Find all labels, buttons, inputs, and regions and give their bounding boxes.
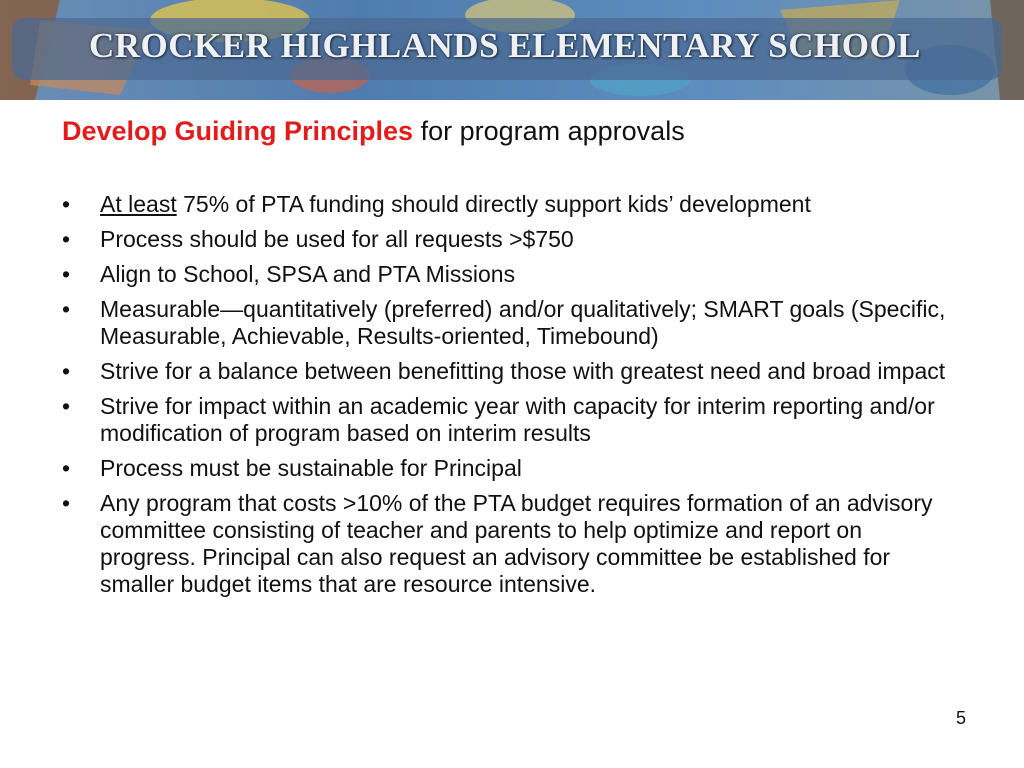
list-item (62, 393, 962, 447)
bullet-glyph: • (62, 191, 71, 217)
title-rest: for program approvals (413, 116, 685, 146)
list-item (62, 191, 962, 218)
title-emphasis: Develop Guiding Principles (62, 116, 414, 146)
bullet-glyph: • (62, 296, 71, 322)
bullet-text: Process should be used for all requests >$750 (100, 226, 574, 252)
page-number: 5 (955, 708, 966, 728)
principles-list (62, 191, 962, 606)
bullet-glyph: • (62, 226, 71, 252)
slide-title (62, 116, 685, 147)
list-item (62, 490, 962, 598)
list-item (62, 226, 962, 253)
bullet-text: Measurable—quantitatively (preferred) and/or qualitatively; SMART goals (Specific, Measurable, Achievable, Results-oriented, Timebound) (100, 296, 946, 349)
bullet-glyph: • (62, 261, 71, 287)
bullet-text: Align to School, SPSA and PTA Missions (100, 261, 516, 287)
bullet-text: Process must be sustainable for Principal (100, 455, 522, 481)
bullet-text: Strive for a balance between benefitting those with greatest need and broad impact (100, 358, 946, 384)
list-item (62, 455, 962, 482)
list-item (62, 261, 962, 288)
bullet-text: 75% of PTA funding should directly support kids’ development (176, 191, 811, 217)
header-banner (0, 0, 1024, 100)
bullet-glyph: • (62, 490, 71, 516)
bullet-text: Any program that costs >10% of the PTA budget requires formation of an advisory committee consisting of teacher and parents to help optimize and report on progress. Principal can also request an advisory committee be established for smaller budget items that are resource intensive. (100, 490, 933, 597)
school-name: CROCKER HIGHLANDS ELEMENTARY SCHOOL (88, 26, 922, 65)
bullet-lead: At least (100, 191, 177, 217)
bullet-text: Strive for impact within an academic year with capacity for interim reporting and/or modification of program based on interim results (100, 393, 935, 446)
bullet-glyph: • (62, 455, 71, 481)
list-item (62, 296, 962, 350)
bullet-glyph: • (62, 393, 71, 419)
bullet-glyph: • (62, 358, 71, 384)
list-item (62, 358, 962, 385)
